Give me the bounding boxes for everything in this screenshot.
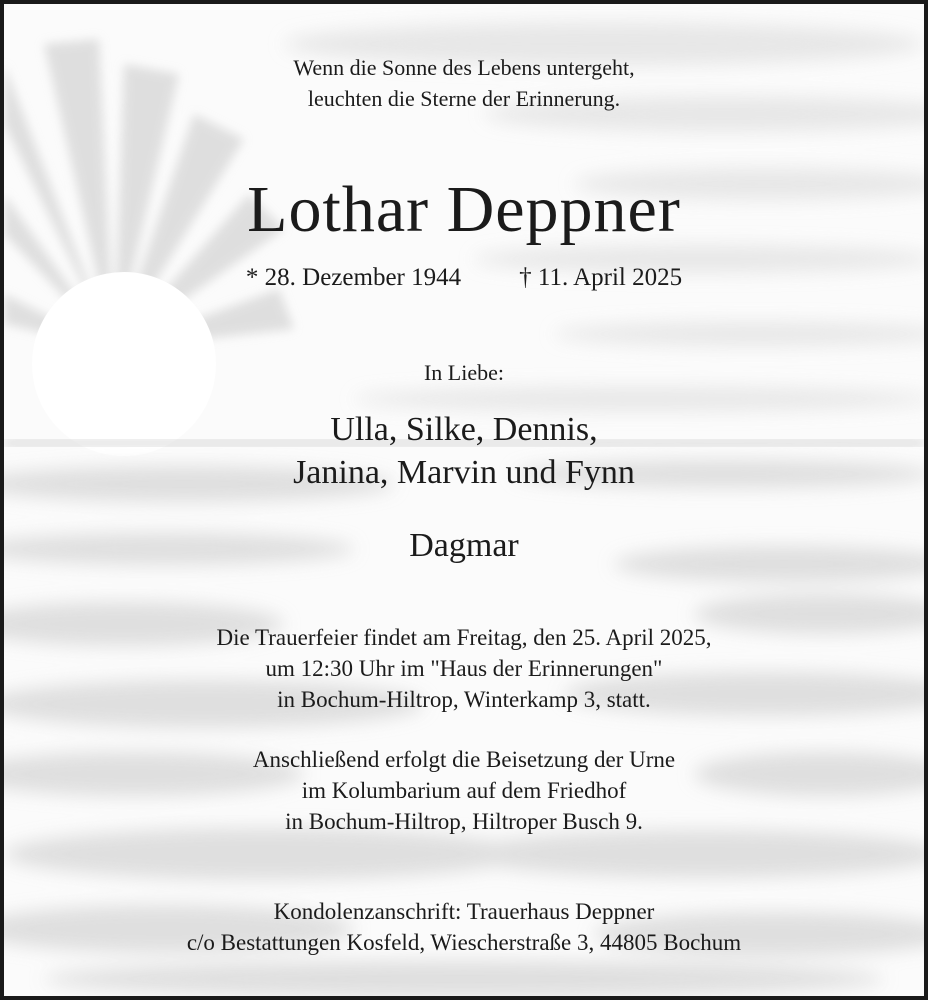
ceremony-line-2: um 12:30 Uhr im "Haus der Erinnerungen" (265, 656, 663, 681)
condolence-line-1: Kondolenzanschrift: Trauerhaus Deppner (273, 899, 655, 924)
notice-text (4, 4, 924, 996)
burial-line-2: im Kolumbarium auf dem Friedhof (301, 778, 627, 803)
deceased-name: Lothar Deppner (247, 173, 681, 246)
motto-line-1: Wenn die Sonne des Lebens untergeht, (293, 55, 635, 80)
burial-line-1: Anschließend erfolgt die Beisetzung der Urne (252, 747, 676, 772)
mourners-line-2: Janina, Marvin und Fynn (293, 454, 635, 491)
ceremony-line-3: in Bochum-Hiltrop, Winterkamp 3, statt. (277, 687, 651, 712)
mourners-line-1: Ulla, Silke, Dennis, (330, 411, 598, 448)
funeral-ceremony-info (4, 622, 924, 715)
memorial-motto (4, 52, 924, 114)
condolence-line-2: c/o Bestattungen Kosfeld, Wiescherstraße 3, 44805 Bochum (186, 930, 742, 955)
life-dates (4, 262, 924, 294)
mourners-line-3: Dagmar (409, 527, 519, 564)
mourners-intro: In Liebe: (423, 360, 505, 385)
urn-burial-info (4, 744, 924, 837)
burial-line-3: in Bochum-Hiltrop, Hiltroper Busch 9. (285, 809, 643, 834)
birth-date: * 28. Dezember 1944 (245, 264, 462, 291)
death-date: † 11. April 2025 (519, 264, 683, 291)
condolence-address (4, 896, 924, 958)
motto-line-2: leuchten die Sterne der Erinnerung. (307, 86, 621, 111)
mourners-names (4, 408, 924, 494)
ceremony-line-1: Die Trauerfeier findet am Freitag, den 25. April 2025, (216, 625, 712, 650)
